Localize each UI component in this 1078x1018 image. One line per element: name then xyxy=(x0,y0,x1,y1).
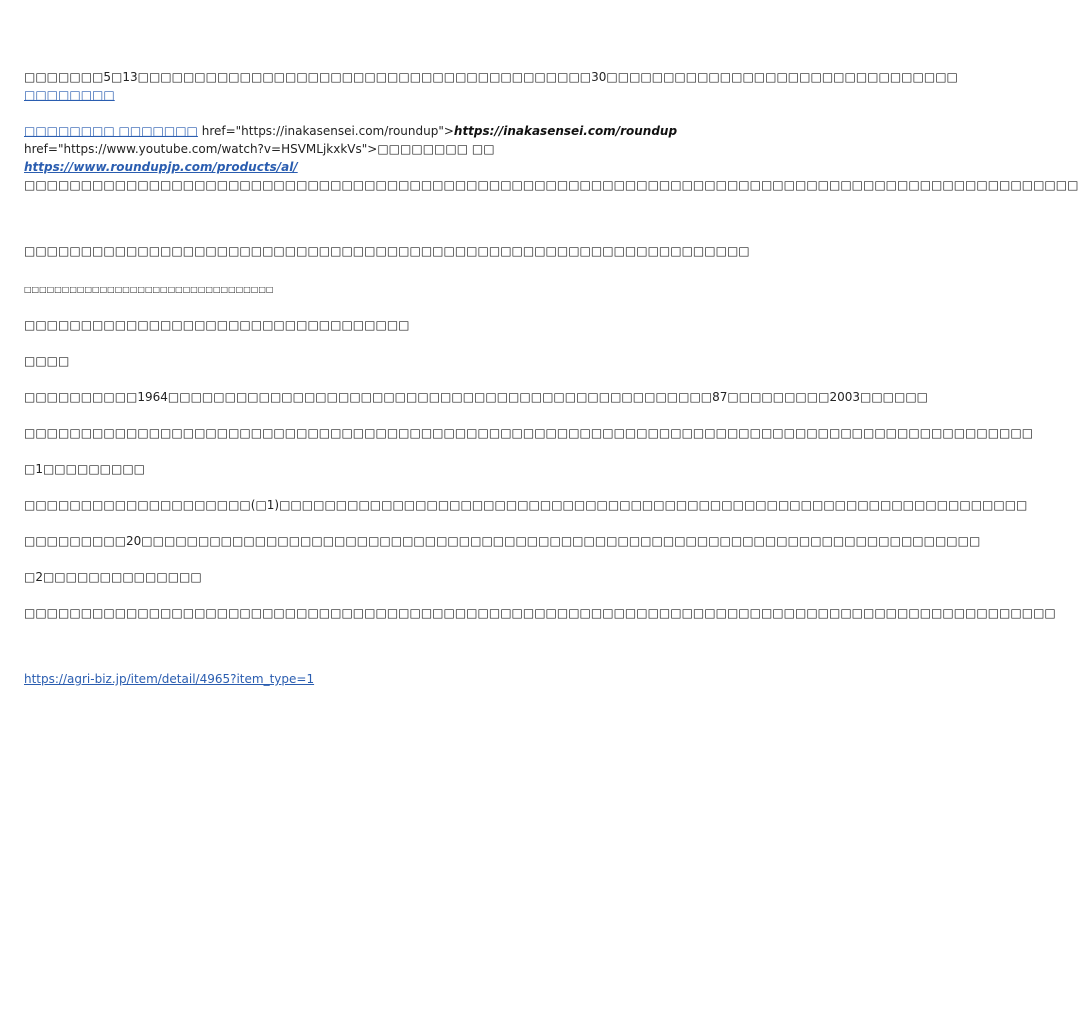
paragraph-9: □□□□□□□□□□□□□□□□□□□□□□□□□□□□□□□□□□□□□□□□□□□□□□□□□□□□□□□□□□□□□□□□□□□□□□□□□□□□□□□□□□□□□□□□□□□ xyxy=(24,606,1056,620)
link-line-2 xyxy=(24,140,696,158)
paragraph-1: □□□□□□□□□□□□□□□□□□□□□□□□□□□□□□□□□□□□□□□□□□□□□□□□□□□□□□□□□□□□□□□□ xyxy=(24,244,750,258)
document-body xyxy=(24,68,1078,688)
long-box-line: □□□□□□□□□□□□□□□□□□□□□□□□□□□□□□□□□□□□□□□□□□□□□□□□□□□□□□□□□□□□□□□□□□□□□□□□□□□□□□□□□□□□□□□□□□□□□ xyxy=(24,178,1078,192)
link-label-2: □□□□□□□□ □□ xyxy=(377,142,495,156)
paragraph-3: □□□□□□□□□□□□□□□□□□□□□□□□□□□□□□□□□□ xyxy=(24,318,410,332)
intro-text: □□□□□□□5□13□□□□□□□□□□□□□□□□□□□□□□□□□□□□□□□□□□□□□□□□30□□□□□□□□□□□□□□□□□□□□□□□□□□□□□□□ xyxy=(24,70,958,84)
intro-link[interactable]: □□□□□□□□ xyxy=(24,88,115,102)
source-link[interactable]: https://agri-biz.jp/item/detail/4965?item_type=1 xyxy=(24,672,315,686)
paragraph-2-small: □□□□□□□□□□□□□□□□□□□□□□□□□□□□□□□□□ xyxy=(24,285,274,294)
href-text-2: href="https://www.youtube.com/watch?v=HSVMLjkxkVs"> xyxy=(24,142,378,156)
href-text-1: href="https://inakasensei.com/roundup"> xyxy=(201,124,454,138)
paragraph-6: □□□□□□□□□□□□□□□□□□□□□□□□□□□□□□□□□□□□□□□□□□□□□□□□□□□□□□□□□□□□□□□□□□□□□□□□□□□□□□□□□□□□□□□□□ xyxy=(24,426,1034,440)
paragraph-7: □□□□□□□□□□□□□□□□□□□□(□1)□□□□□□□□□□□□□□□□□□□□□□□□□□□□□□□□□□□□□□□□□□□□□□□□□□□□□□□□□□□□□□□□□□ xyxy=(24,498,1028,512)
link-label-1[interactable]: □□□□□□□□ □□□□□□□ xyxy=(24,124,198,138)
section-heading-1: □1□□□□□□□□□ xyxy=(24,462,146,476)
paragraph-8: □□□□□□□□□20□□□□□□□□□□□□□□□□□□□□□□□□□□□□□□□□□□□□□□□□□□□□□□□□□□□□□□□□□□□□□□□□□□□□□□□□□□ xyxy=(24,534,981,548)
section-heading-2: □2□□□□□□□□□□□□□□ xyxy=(24,570,202,584)
paragraph-4: □□□□ xyxy=(24,354,70,368)
paragraph-5: □□□□□□□□□□1964□□□□□□□□□□□□□□□□□□□□□□□□□□□□□□□□□□□□□□□□□□□□□□□□87□□□□□□□□□2003□□□□□□ xyxy=(24,390,929,404)
bold-url-1: https://inakasensei.com/roundup xyxy=(453,124,678,138)
bold-url-2[interactable]: https://www.roundupjp.com/products/al/ xyxy=(24,160,298,174)
link-line-1 xyxy=(24,122,696,140)
